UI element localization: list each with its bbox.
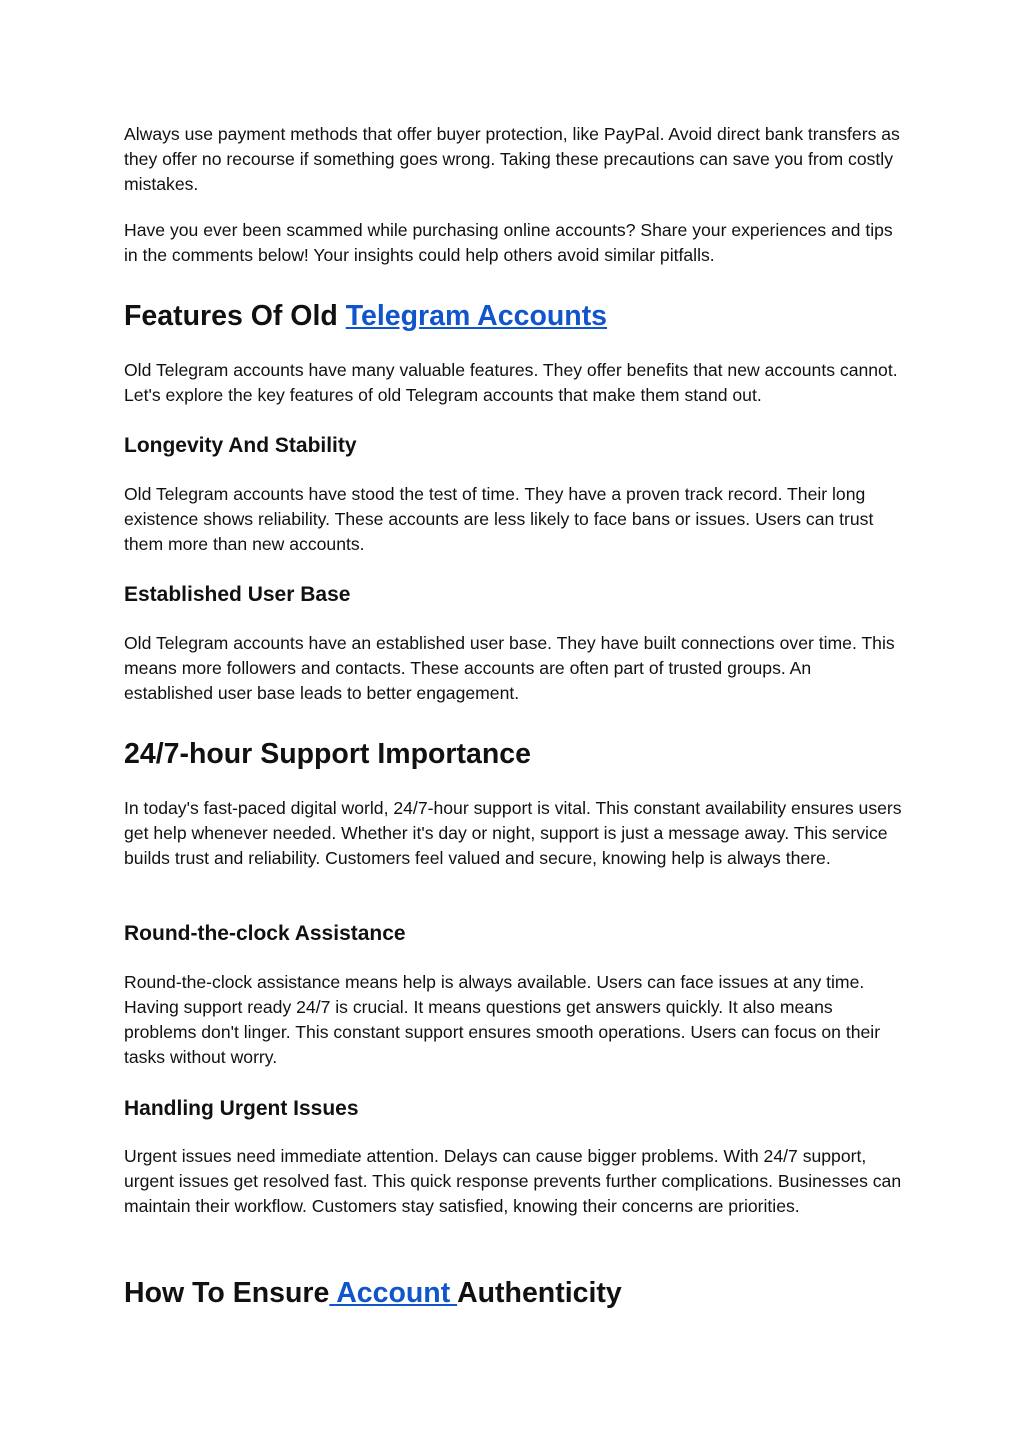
userbase-heading: Established User Base bbox=[124, 583, 351, 606]
support-intro: In today's fast-paced digital world, 24/7-hour support is vital. This constant availability ensures users get help whenever needed. Whether it's day or night, support is just a message away. This service builds trust and reliability. Customers feel valued and secure, knowing help is always there. bbox=[124, 798, 902, 868]
authenticity-heading-suffix: Authenticity bbox=[457, 1277, 622, 1309]
account-link[interactable]: Account bbox=[329, 1277, 458, 1309]
features-heading-prefix: Features Of Old bbox=[124, 300, 346, 332]
urgent-body: Urgent issues need immediate attention. Delays can cause bigger problems. With 24/7 support, urgent issues get resolved fast. This quick response prevents further complications. Businesses can maintain their workflow. Customers stay satisfied, knowing their concerns are priorities. bbox=[124, 1146, 902, 1216]
telegram-accounts-link[interactable]: Telegram Accounts bbox=[345, 300, 608, 332]
longevity-heading: Longevity And Stability bbox=[124, 434, 357, 457]
roundclock-body: Round-the-clock assistance means help is always available. Users can face issues at any time. Having support ready 24/7 is crucial. It means questions get answers quickly. It also means problems don't linger. This constant support ensures smooth operations. Users can focus on their tasks without worry. bbox=[124, 972, 881, 1067]
support-heading: 24/7-hour Support Importance bbox=[124, 738, 531, 770]
intro-paragraph-1: Always use payment methods that offer buyer protection, like PayPal. Avoid direct bank transfers as they offer no recourse if something goes wrong. Taking these precautions can save you from costly mistakes. bbox=[124, 124, 900, 194]
roundclock-heading: Round-the-clock Assistance bbox=[124, 922, 406, 945]
features-intro: Old Telegram accounts have many valuable features. They offer benefits that new accounts cannot. Let's explore the key features of old Telegram accounts that make them stand out. bbox=[124, 360, 898, 405]
urgent-heading: Handling Urgent Issues bbox=[124, 1097, 359, 1120]
authenticity-heading-prefix: How To Ensure bbox=[124, 1277, 330, 1309]
longevity-body: Old Telegram accounts have stood the test of time. They have a proven track record. Their long existence shows reliability. These accounts are less likely to face bans or issues. Users can trust them more than new accounts. bbox=[124, 484, 874, 554]
intro-paragraph-2: Have you ever been scammed while purchasing online accounts? Share your experiences and tips in the comments below! Your insights could help others avoid similar pitfalls. bbox=[124, 220, 893, 265]
features-heading bbox=[124, 298, 904, 334]
userbase-body: Old Telegram accounts have an established user base. They have built connections over time. This means more followers and contacts. These accounts are often part of trusted groups. An established user base leads to better engagement. bbox=[124, 633, 895, 703]
authenticity-heading bbox=[124, 1275, 904, 1311]
